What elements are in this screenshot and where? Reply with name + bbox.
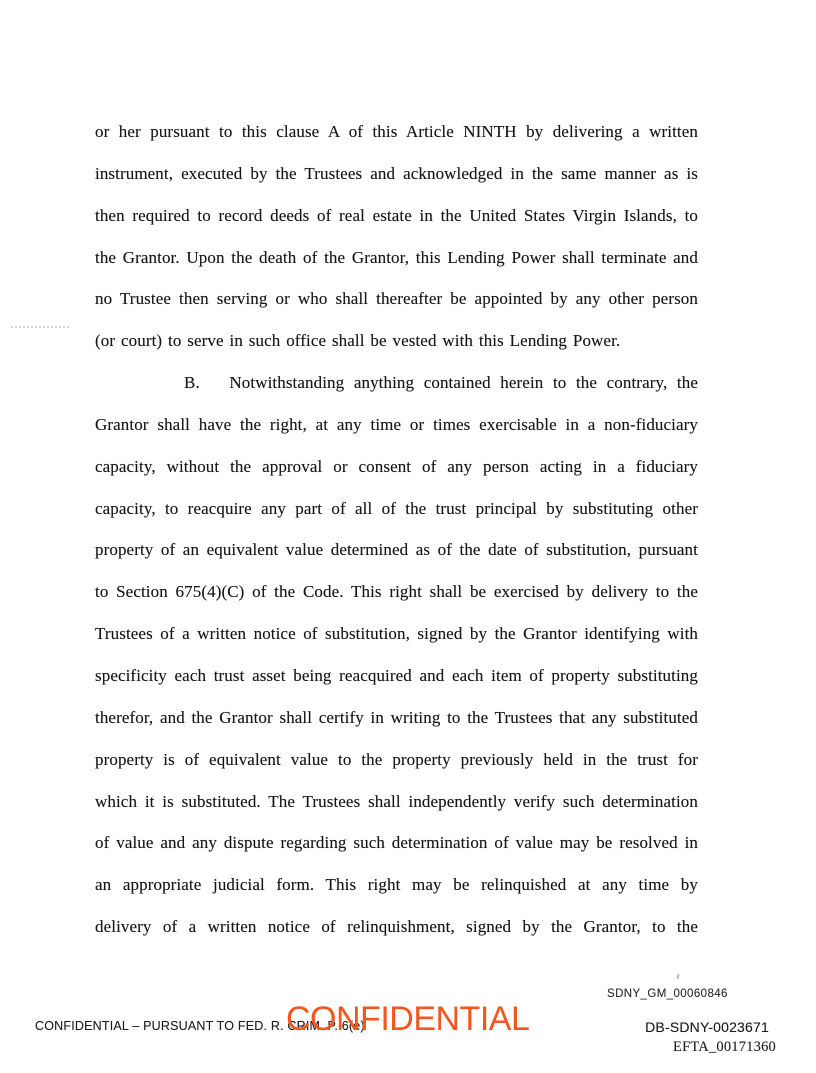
bates-number-bottom: EFTA_00171360 [673, 1039, 776, 1055]
scan-artifact-dashes [11, 326, 69, 328]
document-line: B. Notwithstanding anything contained herein to the contrary, the [184, 373, 698, 393]
document-line: instrument, executed by the Trustees and acknowledged in the same manner as is [95, 163, 698, 183]
document-line: to Section 675(4)(C) of the Code. This right shall be exercised by delivery to the [95, 582, 698, 602]
paragraph-label: B. [184, 373, 200, 393]
scan-artifact-speck [676, 974, 679, 979]
document-line: which it is substituted. The Trustees shall independently verify such determination [95, 791, 698, 811]
confidential-watermark: CONFIDENTIAL [286, 1000, 530, 1038]
footer-confidential-note: CONFIDENTIAL – PURSUANT TO FED. R. CRIM. P. 6(e) [35, 1019, 365, 1033]
bates-number-middle: DB-SDNY-0023671 [645, 1019, 769, 1035]
document-line: or her pursuant to this clause A of this Article NINTH by delivering a written [95, 122, 698, 141]
document-line: capacity, without the approval or consent of any person acting in a fiduciary [95, 456, 698, 476]
bates-number-top: SDNY_GM_00060846 [607, 988, 728, 1000]
document-line: (or court) to serve in such office shall be vested with this Lending Power. [95, 331, 621, 351]
document-line: no Trustee then serving or who shall thereafter be appointed by any other person [95, 289, 698, 309]
document-line: property is of equivalent value to the property previously held in the trust for [95, 749, 698, 769]
document-line: Trustees of a written notice of substitution, signed by the Grantor identifying with [95, 624, 698, 644]
document-line: then required to record deeds of real estate in the United States Virgin Islands, to [95, 205, 698, 225]
document-body [95, 111, 698, 948]
document-line: delivery of a written notice of relinquishment, signed by the Grantor, to the [95, 917, 698, 937]
document-line: an appropriate judicial form. This right may be relinquished at any time by [95, 875, 698, 895]
document-line: the Grantor. Upon the death of the Grantor, this Lending Power shall terminate and [95, 247, 698, 267]
document-line: of value and any dispute regarding such determination of value may be resolved in [95, 833, 698, 853]
document-line: Grantor shall have the right, at any time or times exercisable in a non-fiduciary [95, 414, 698, 434]
document-line: capacity, to reacquire any part of all of the trust principal by substituting other [95, 498, 698, 518]
document-line: therefor, and the Grantor shall certify in writing to the Trustees that any substituted [95, 707, 698, 727]
document-line: property of an equivalent value determined as of the date of substitution, pursuant [95, 540, 698, 560]
document-line: specificity each trust asset being reacquired and each item of property substituting [95, 665, 698, 685]
